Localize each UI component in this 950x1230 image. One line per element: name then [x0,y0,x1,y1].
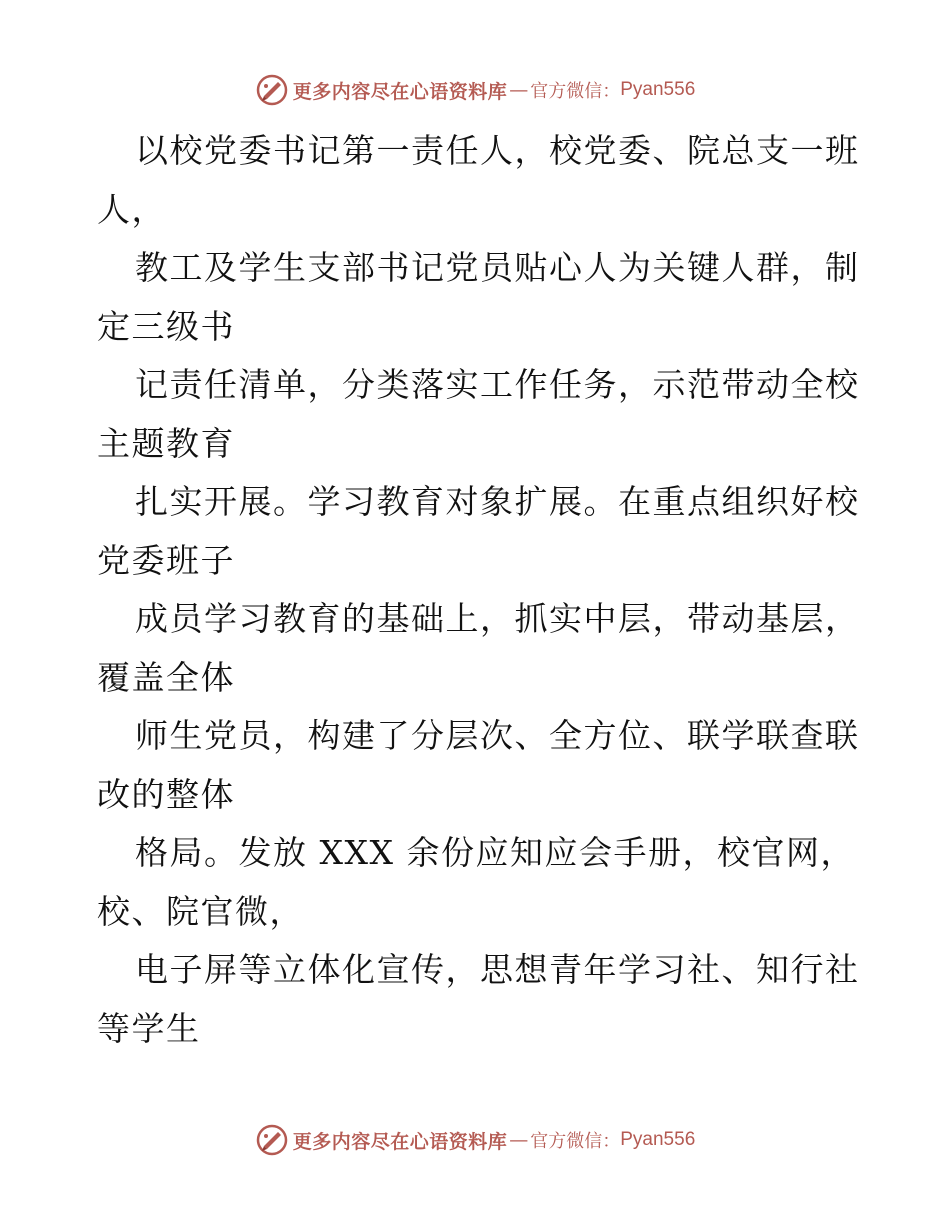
text-line: 记责任清单，分类落实工作任务，示范带动全校 [135,365,860,404]
banner-brand: 更多内容尽在心语资料库 [292,80,508,103]
text-line: 扎实开展。学习教育对象扩展。在重点组织好校 [135,482,860,521]
text-line: 定三级书 [97,306,235,346]
pen-logo-icon [255,73,289,107]
text-line: 主题教育 [97,423,235,463]
banner-separator: — [509,79,529,101]
text-line: 校、院官微， [97,891,304,931]
banner-wechat-label: 官方微信： [530,81,621,102]
banner-wechat-id: Pyan556 [620,1129,696,1150]
text-line: 党委班子 [97,540,235,580]
banner-wechat-id: Pyan556 [620,79,696,100]
banner-brand: 更多内容尽在心语资料库 [292,1130,508,1153]
footer-banner [0,1120,950,1160]
text-line: 以校党委书记第一责任人，校党委、院总支一班 [135,131,860,170]
banner-separator: — [509,1129,529,1151]
text-line: 成员学习教育的基础上，抓实中层，带动基层， [135,599,860,638]
text-line: 师生党员，构建了分层次、全方位、联学联查联 [135,716,860,755]
text-line: 覆盖全体 [97,657,235,697]
text-line: 电子屏等立体化宣传，思想青年学习社、知行社 [135,950,860,989]
pen-logo-icon [255,1123,289,1157]
text-line: 等学生 [97,1008,201,1048]
text-line: 改的整体 [97,774,235,814]
text-line: 格局。发放 XXX 余份应知应会手册，校官网， [135,833,855,872]
text-line: 教工及学生支部书记党员贴心人为关键人群，制 [135,248,860,287]
text-line: 人， [97,189,166,229]
document-body [97,122,860,1058]
banner-wechat-label: 官方微信： [530,1131,621,1152]
header-banner [0,70,950,110]
